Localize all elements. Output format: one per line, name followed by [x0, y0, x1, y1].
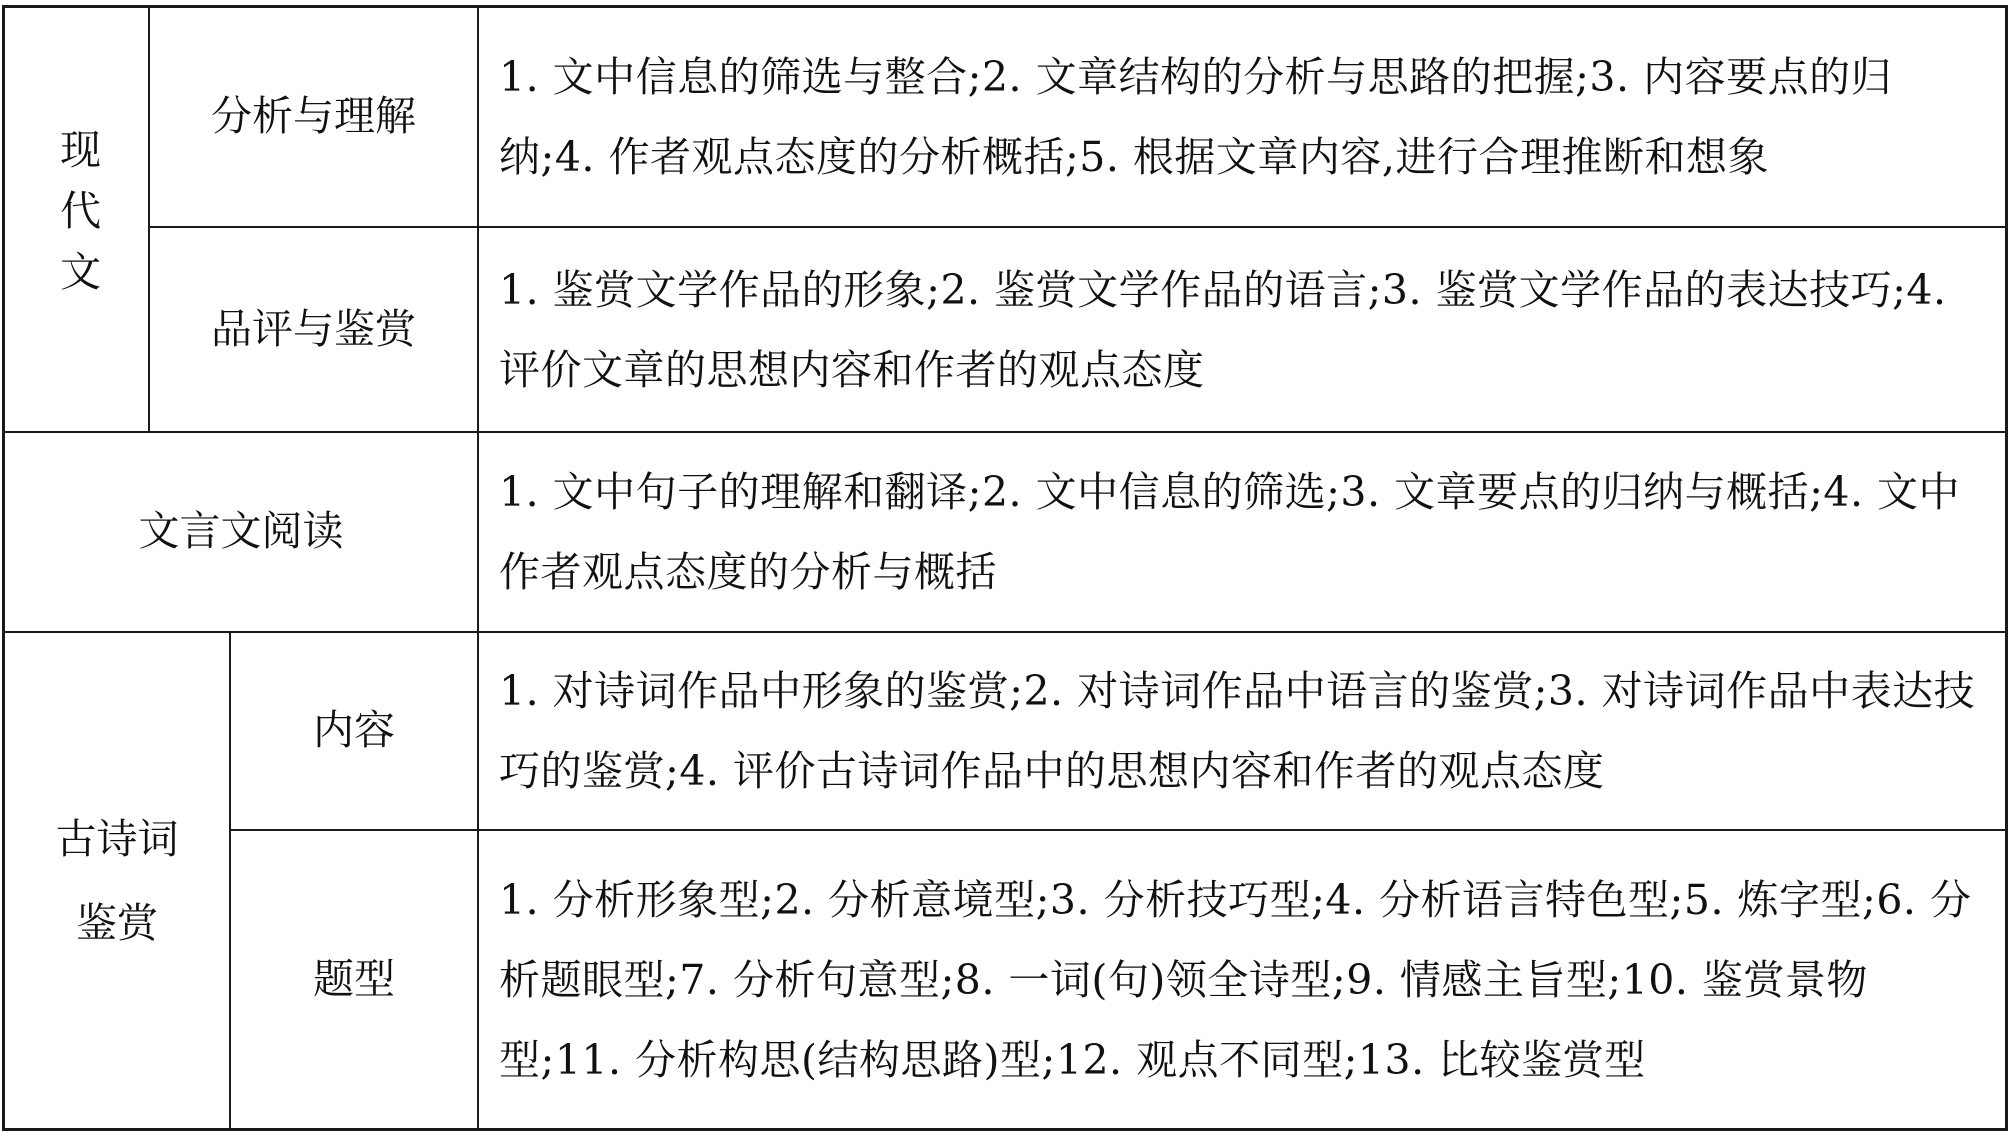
subcategory-appraisal — [150, 228, 479, 433]
subcategory-poetry-content-label: 内容 — [313, 706, 395, 755]
subcategory-poetry-types-label: 题型 — [313, 954, 395, 1003]
category-classical-chinese — [5, 433, 479, 633]
reading-skills-table — [2, 5, 2008, 1131]
analysis-understanding-text: 1. 文中信息的筛选与整合;2. 文章结构的分析与思路的把握;3. 内容要点的归纳;4. 作者观点态度的分析概括;5. 根据文章内容,进行合理推断和想象 — [499, 53, 1893, 181]
appraisal-text: 1. 鉴赏文学作品的形象;2. 鉴赏文学作品的语言;3. 鉴赏文学作品的表达技巧;4. 评价文章的思想内容和作者的观点态度 — [499, 265, 1947, 394]
category-modern-prose-label: 现代文 — [53, 128, 102, 311]
classical-chinese-text: 1. 文中句子的理解和翻译;2. 文中信息的筛选;3. 文章要点的归纳与概括;4. 文中作者观点态度的分析与概括 — [499, 468, 1961, 596]
subcategory-appraisal-label: 品评与鉴赏 — [211, 304, 416, 353]
subcategory-analysis-understanding — [150, 8, 479, 228]
category-poetry-label-line1: 古诗词 — [55, 814, 179, 863]
classical-chinese-content — [479, 433, 2005, 633]
category-poetry-label-line2: 鉴赏 — [76, 898, 158, 947]
category-modern-prose — [5, 8, 150, 433]
appraisal-content — [479, 228, 2005, 433]
category-classical-chinese-label: 文言文阅读 — [138, 507, 344, 556]
subcategory-analysis-label: 分析与理解 — [211, 92, 416, 141]
category-poetry-label — [56, 797, 179, 965]
poetry-question-types-text: 1. 分析形象型;2. 分析意境型;3. 分析技巧型;4. 分析语言特色型;5. 炼字型;6. 分析题眼型;7. 分析句意型;8. 一词(句)领全诗型;9. 情感主旨型;10. 鉴赏景物型;11. 分析构思(结构思路)型;12. 观点不同型;13. 比较鉴赏型 — [499, 875, 1972, 1084]
subcategory-poetry-question-types — [231, 831, 479, 1128]
subcategory-poetry-content — [231, 633, 479, 831]
analysis-understanding-content — [479, 8, 2005, 228]
category-poetry-appreciation — [5, 633, 231, 1128]
poetry-content-text-cell — [479, 633, 2005, 831]
poetry-content-text: 1. 对诗词作品中形象的鉴赏;2. 对诗词作品中语言的鉴赏;3. 对诗词作品中表达技巧的鉴赏;4. 评价古诗词作品中的思想内容和作者的观点态度 — [499, 667, 1976, 795]
poetry-question-types-cell — [479, 831, 2005, 1128]
